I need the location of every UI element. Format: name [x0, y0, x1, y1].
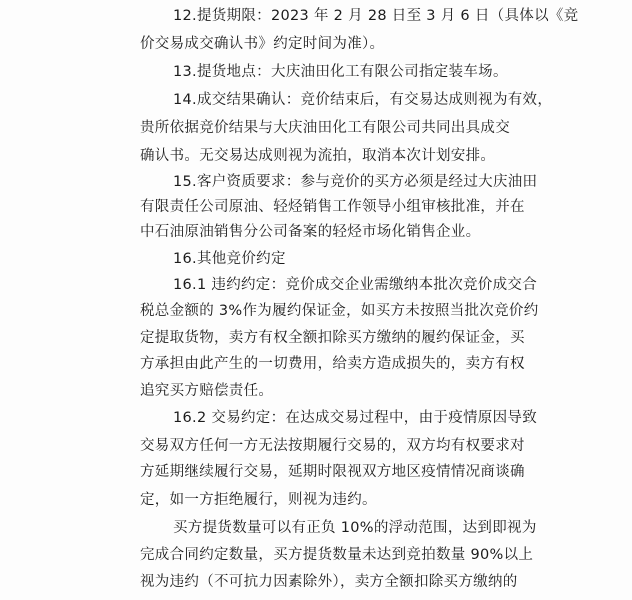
section-heading: 16.其他竞价约定	[173, 251, 286, 267]
text-line: 有限责任公司原油、轻烃销售工作领导小组审核批准，并在	[140, 199, 525, 215]
text-line: 方承担由此产生的一切费用，给卖方造成损失的，卖方有权	[140, 356, 525, 372]
text-line: 12.提货期限：2023 年 2 月 28 日至 3 月 6 日（具体以《竞	[173, 8, 579, 24]
text-line: 15.客户资质要求：参与竞价的买方必须是经过大庆油田	[173, 174, 538, 190]
text-line: 买方提货数量可以有正负 10%的浮动范围，达到即视为	[173, 520, 537, 536]
text-line: 定，如一方拒绝履行，则视为违约。	[140, 492, 377, 508]
text-line: 16.2 交易约定：在达成交易过程中，由于疫情原因导致	[173, 410, 537, 426]
text-line: 贵所依据竞价结果与大庆油田化工有限公司共同出具成交	[140, 120, 510, 136]
text-line: 定提取货物，卖方有权全额扣除买方缴纳的履约保证金，买	[140, 330, 525, 346]
text-line: 14.成交结果确认：竞价结束后，有交易达成则视为有效，	[173, 92, 553, 108]
text-line: 价交易成交确认书》约定时间为准）。	[140, 36, 385, 52]
text-line: 交易双方任何一方无法按期履行交易的，双方均有权要求对	[140, 438, 525, 454]
text-line: 完成合同约定数量，买方提货数量未达到竞拍数量 90%以上	[140, 547, 534, 563]
text-line: 16.1 违约约定：竞价成交企业需缴纳本批次竞价成交合	[173, 277, 537, 293]
text-line: 方延期继续履行交易，延期时限视双方地区疫情情况商谈确	[140, 464, 525, 480]
text-line: 追究买方赔偿责任。	[140, 383, 274, 399]
text-line: 确认书。无交易达成则视为流拍，取消本次计划安排。	[140, 148, 496, 164]
text-line: 视为违约（不可抗力因素除外），卖方全额扣除买方缴纳的	[140, 574, 518, 590]
text-line: 13.提货地点：大庆油田化工有限公司指定装车场。	[173, 64, 508, 80]
text-line: 中石油原油销售分公司备案的轻烃市场化销售企业。	[140, 224, 481, 240]
text-line: 税总金额的 3%作为履约保证金，如买方未按照当批次竞价约	[140, 303, 539, 319]
